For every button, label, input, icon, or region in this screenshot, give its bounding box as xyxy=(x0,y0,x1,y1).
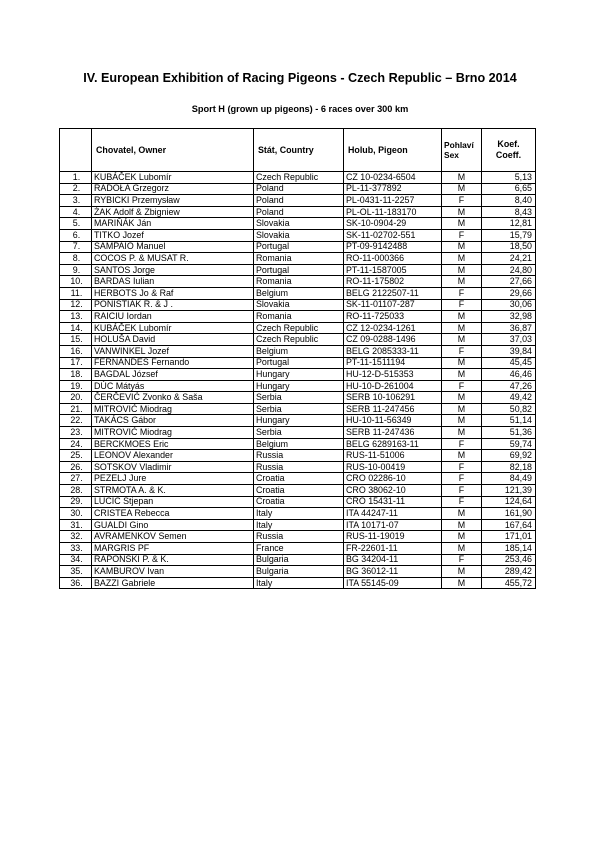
cell-rank: 7. xyxy=(60,241,92,253)
cell-rank: 17. xyxy=(60,357,92,369)
cell-koef: 18,50 xyxy=(482,241,536,253)
cell-koef: 171,01 xyxy=(482,531,536,543)
cell-koef: 45,45 xyxy=(482,357,536,369)
cell-sex: M xyxy=(442,519,482,531)
table-row xyxy=(60,543,536,555)
cell-sex: F xyxy=(442,473,482,485)
cell-rank: 29. xyxy=(60,496,92,508)
cell-owner: SAMPAIO Manuel xyxy=(92,241,254,253)
cell-pigeon: SERB 11-247456 xyxy=(344,403,442,415)
cell-koef: 51,36 xyxy=(482,427,536,439)
cell-owner: KUBÁČEK Lubomír xyxy=(92,322,254,334)
cell-sex: M xyxy=(442,276,482,288)
cell-sex: F xyxy=(442,345,482,357)
cell-rank: 36. xyxy=(60,577,92,589)
cell-owner: RYBICKI Przemysław xyxy=(92,195,254,207)
cell-rank: 22. xyxy=(60,415,92,427)
cell-country: Russia xyxy=(254,461,344,473)
cell-sex: M xyxy=(442,253,482,265)
cell-sex: M xyxy=(442,322,482,334)
cell-rank: 9. xyxy=(60,264,92,276)
cell-pigeon: BG 36012-11 xyxy=(344,566,442,578)
cell-pigeon: SK-11-01107-287 xyxy=(344,299,442,311)
cell-sex: M xyxy=(442,577,482,589)
cell-owner: MITROVIĆ Miodrag xyxy=(92,427,254,439)
cell-owner: TITKO Jozef xyxy=(92,229,254,241)
cell-owner: LUČIĆ Stjepan xyxy=(92,496,254,508)
cell-rank: 14. xyxy=(60,322,92,334)
cell-koef: 15,79 xyxy=(482,229,536,241)
cell-koef: 185,14 xyxy=(482,543,536,555)
cell-country: Czech Republic xyxy=(254,334,344,346)
cell-rank: 34. xyxy=(60,554,92,566)
cell-koef: 455,72 xyxy=(482,577,536,589)
cell-pigeon: PL-11-377892 xyxy=(344,183,442,195)
header-koef-line2: Coeff. xyxy=(495,150,522,160)
cell-rank: 26. xyxy=(60,461,92,473)
cell-pigeon: FR-22601-11 xyxy=(344,543,442,555)
cell-pigeon: BG 34204-11 xyxy=(344,554,442,566)
cell-rank: 2. xyxy=(60,183,92,195)
cell-pigeon: HU-12-D-515353 xyxy=(344,369,442,381)
header-koef xyxy=(482,129,536,172)
cell-sex: M xyxy=(442,183,482,195)
cell-rank: 28. xyxy=(60,485,92,497)
cell-owner: BAZZI Gabriele xyxy=(92,577,254,589)
cell-sex: F xyxy=(442,461,482,473)
cell-owner: BAGDAL József xyxy=(92,369,254,381)
cell-country: France xyxy=(254,543,344,555)
cell-owner: AVRAMENKOV Semen xyxy=(92,531,254,543)
cell-pigeon: BELG 2085333-11 xyxy=(344,345,442,357)
cell-owner: VANWINKEL Jozef xyxy=(92,345,254,357)
cell-owner: HOLUŠA David xyxy=(92,334,254,346)
cell-koef: 36,87 xyxy=(482,322,536,334)
cell-owner: GUALDI Gino xyxy=(92,519,254,531)
cell-country: Slovakia xyxy=(254,229,344,241)
cell-koef: 82,18 xyxy=(482,461,536,473)
table-row xyxy=(60,485,536,497)
cell-pigeon: RUS-11-51006 xyxy=(344,450,442,462)
cell-country: Czech Republic xyxy=(254,172,344,184)
table-row xyxy=(60,299,536,311)
cell-koef: 50,82 xyxy=(482,403,536,415)
cell-sex: M xyxy=(442,415,482,427)
cell-sex: M xyxy=(442,450,482,462)
cell-owner: MARGRIS PF xyxy=(92,543,254,555)
table-row xyxy=(60,427,536,439)
cell-koef: 69,92 xyxy=(482,450,536,462)
table-row xyxy=(60,218,536,230)
cell-owner: FERNANDES Fernando xyxy=(92,357,254,369)
table-row xyxy=(60,357,536,369)
cell-rank: 12. xyxy=(60,299,92,311)
table-row xyxy=(60,450,536,462)
cell-pigeon: PL-OL-11-183170 xyxy=(344,206,442,218)
cell-sex: M xyxy=(442,172,482,184)
cell-rank: 23. xyxy=(60,427,92,439)
table-row xyxy=(60,334,536,346)
table-row xyxy=(60,276,536,288)
cell-country: Bulgaria xyxy=(254,566,344,578)
table-row xyxy=(60,438,536,450)
table-row xyxy=(60,345,536,357)
cell-owner: PEZELJ Jure xyxy=(92,473,254,485)
cell-owner: BARDAS Iulian xyxy=(92,276,254,288)
table-row xyxy=(60,195,536,207)
cell-country: Croatia xyxy=(254,473,344,485)
table-row xyxy=(60,519,536,531)
cell-rank: 6. xyxy=(60,229,92,241)
cell-rank: 20. xyxy=(60,392,92,404)
table-row xyxy=(60,183,536,195)
cell-sex: F xyxy=(442,299,482,311)
cell-pigeon: PT-11-1511194 xyxy=(344,357,442,369)
table-row xyxy=(60,322,536,334)
cell-owner: STRMOTA A. & K. xyxy=(92,485,254,497)
cell-pigeon: RO-11-000366 xyxy=(344,253,442,265)
cell-sex: M xyxy=(442,357,482,369)
cell-rank: 4. xyxy=(60,206,92,218)
cell-country: Poland xyxy=(254,206,344,218)
cell-koef: 29,66 xyxy=(482,287,536,299)
cell-country: Poland xyxy=(254,183,344,195)
table-row xyxy=(60,473,536,485)
cell-rank: 8. xyxy=(60,253,92,265)
cell-owner: RADOŁA Grzegorz xyxy=(92,183,254,195)
table-header-row xyxy=(60,129,536,172)
cell-sex: M xyxy=(442,403,482,415)
cell-pigeon: CZ 12-0234-1261 xyxy=(344,322,442,334)
cell-sex: F xyxy=(442,496,482,508)
cell-owner: COCOS P. & MUSAT R. xyxy=(92,253,254,265)
cell-rank: 35. xyxy=(60,566,92,578)
table-row xyxy=(60,566,536,578)
cell-country: Belgium xyxy=(254,438,344,450)
cell-pigeon: CRO 15431-11 xyxy=(344,496,442,508)
cell-pigeon: RO-11-175802 xyxy=(344,276,442,288)
header-rank xyxy=(60,129,92,172)
results-table xyxy=(59,128,536,589)
cell-sex: F xyxy=(442,438,482,450)
cell-country: Czech Republic xyxy=(254,322,344,334)
cell-owner: HERBOTS Jo & Raf xyxy=(92,287,254,299)
cell-koef: 24,80 xyxy=(482,264,536,276)
cell-pigeon: SK-11-02702-551 xyxy=(344,229,442,241)
cell-owner: ŻAK Adolf & Zbigniew xyxy=(92,206,254,218)
cell-rank: 24. xyxy=(60,438,92,450)
cell-country: Russia xyxy=(254,450,344,462)
cell-rank: 10. xyxy=(60,276,92,288)
cell-rank: 11. xyxy=(60,287,92,299)
cell-koef: 47,26 xyxy=(482,380,536,392)
cell-koef: 46,46 xyxy=(482,369,536,381)
cell-sex: M xyxy=(442,543,482,555)
cell-pigeon: CZ 10-0234-6504 xyxy=(344,172,442,184)
cell-owner: PONIŠTIAK R. & J . xyxy=(92,299,254,311)
cell-sex: M xyxy=(442,218,482,230)
cell-sex: F xyxy=(442,554,482,566)
table-row xyxy=(60,172,536,184)
cell-country: Serbia xyxy=(254,427,344,439)
cell-country: Bulgaria xyxy=(254,554,344,566)
table-row xyxy=(60,253,536,265)
cell-koef: 5,13 xyxy=(482,172,536,184)
cell-pigeon: PT-09-9142488 xyxy=(344,241,442,253)
cell-sex: M xyxy=(442,241,482,253)
cell-pigeon: CRO 02286-10 xyxy=(344,473,442,485)
table-row xyxy=(60,531,536,543)
cell-country: Belgium xyxy=(254,287,344,299)
cell-owner: RAPONSKI P. & K. xyxy=(92,554,254,566)
table-row xyxy=(60,229,536,241)
cell-rank: 18. xyxy=(60,369,92,381)
cell-country: Serbia xyxy=(254,392,344,404)
cell-owner: MITROVIĆ Miodrag xyxy=(92,403,254,415)
table-row xyxy=(60,241,536,253)
table-row xyxy=(60,392,536,404)
table-row xyxy=(60,311,536,323)
cell-pigeon: PT-11-1587005 xyxy=(344,264,442,276)
cell-pigeon: HU-10-11-56349 xyxy=(344,415,442,427)
cell-sex: M xyxy=(442,531,482,543)
cell-rank: 5. xyxy=(60,218,92,230)
cell-sex: F xyxy=(442,380,482,392)
cell-koef: 6,65 xyxy=(482,183,536,195)
cell-country: Italy xyxy=(254,577,344,589)
cell-rank: 13. xyxy=(60,311,92,323)
cell-koef: 24,21 xyxy=(482,253,536,265)
cell-koef: 84,49 xyxy=(482,473,536,485)
cell-owner: KAMBUROV Ivan xyxy=(92,566,254,578)
cell-sex: F xyxy=(442,287,482,299)
cell-owner: SANTOS Jorge xyxy=(92,264,254,276)
cell-owner: MARIŇÁK Ján xyxy=(92,218,254,230)
cell-country: Romania xyxy=(254,276,344,288)
cell-pigeon: ITA 10171-07 xyxy=(344,519,442,531)
table-row xyxy=(60,554,536,566)
cell-owner: BERCKMOES Eric xyxy=(92,438,254,450)
cell-pigeon: ITA 44247-11 xyxy=(344,508,442,520)
cell-sex: M xyxy=(442,334,482,346)
cell-country: Croatia xyxy=(254,485,344,497)
cell-koef: 51,14 xyxy=(482,415,536,427)
cell-owner: LEONOV Alexander xyxy=(92,450,254,462)
cell-koef: 39,84 xyxy=(482,345,536,357)
cell-owner: RAICIU Iordan xyxy=(92,311,254,323)
cell-country: Hungary xyxy=(254,369,344,381)
cell-koef: 49,42 xyxy=(482,392,536,404)
header-country: Stát, Country xyxy=(254,129,344,172)
header-sex-line2: Sex xyxy=(444,150,459,160)
header-sex-line1: Pohlaví xyxy=(444,139,474,150)
cell-rank: 32. xyxy=(60,531,92,543)
table-row xyxy=(60,577,536,589)
cell-owner: KUBÁČEK Lubomír xyxy=(92,172,254,184)
cell-sex: M xyxy=(442,311,482,323)
table-row xyxy=(60,415,536,427)
table-row xyxy=(60,508,536,520)
cell-koef: 161,90 xyxy=(482,508,536,520)
cell-rank: 33. xyxy=(60,543,92,555)
header-sex xyxy=(442,129,482,172)
cell-koef: 27,66 xyxy=(482,276,536,288)
cell-country: Slovakia xyxy=(254,299,344,311)
cell-koef: 121,39 xyxy=(482,485,536,497)
cell-pigeon: SK-10-0904-29 xyxy=(344,218,442,230)
page-subtitle: Sport H (grown up pigeons) - 6 races over 300 km xyxy=(191,104,409,114)
cell-koef: 8,40 xyxy=(482,195,536,207)
cell-sex: M xyxy=(442,206,482,218)
cell-owner: SOTSKOV Vladimir xyxy=(92,461,254,473)
table-row xyxy=(60,496,536,508)
cell-koef: 124,64 xyxy=(482,496,536,508)
cell-sex: M xyxy=(442,566,482,578)
cell-rank: 1. xyxy=(60,172,92,184)
table-row xyxy=(60,206,536,218)
cell-rank: 15. xyxy=(60,334,92,346)
cell-sex: M xyxy=(442,264,482,276)
cell-rank: 25. xyxy=(60,450,92,462)
table-row xyxy=(60,380,536,392)
cell-pigeon: RUS-10-00419 xyxy=(344,461,442,473)
cell-pigeon: RUS-11-19019 xyxy=(344,531,442,543)
cell-owner: CRISTEA Rebecca xyxy=(92,508,254,520)
cell-country: Romania xyxy=(254,311,344,323)
cell-sex: M xyxy=(442,369,482,381)
cell-sex: F xyxy=(442,485,482,497)
cell-rank: 3. xyxy=(60,195,92,207)
cell-country: Portugal xyxy=(254,264,344,276)
cell-country: Portugal xyxy=(254,357,344,369)
cell-sex: F xyxy=(442,229,482,241)
cell-sex: M xyxy=(442,508,482,520)
cell-country: Romania xyxy=(254,253,344,265)
cell-owner: ČERČEVIĆ Zvonko & Saša xyxy=(92,392,254,404)
cell-country: Serbia xyxy=(254,403,344,415)
cell-rank: 19. xyxy=(60,380,92,392)
cell-koef: 253,46 xyxy=(482,554,536,566)
cell-rank: 16. xyxy=(60,345,92,357)
header-owner: Chovatel, Owner xyxy=(92,129,254,172)
cell-country: Belgium xyxy=(254,345,344,357)
cell-koef: 30,06 xyxy=(482,299,536,311)
cell-koef: 12,81 xyxy=(482,218,536,230)
table-row xyxy=(60,369,536,381)
cell-owner: DÚC Mátyás xyxy=(92,380,254,392)
cell-koef: 59,74 xyxy=(482,438,536,450)
cell-pigeon: RO-11-725033 xyxy=(344,311,442,323)
cell-koef: 289,42 xyxy=(482,566,536,578)
cell-pigeon: HU-10-D-261004 xyxy=(344,380,442,392)
table-body xyxy=(60,172,536,589)
cell-rank: 30. xyxy=(60,508,92,520)
cell-country: Croatia xyxy=(254,496,344,508)
cell-country: Portugal xyxy=(254,241,344,253)
cell-koef: 37,03 xyxy=(482,334,536,346)
cell-koef: 32,98 xyxy=(482,311,536,323)
cell-country: Hungary xyxy=(254,415,344,427)
cell-country: Italy xyxy=(254,519,344,531)
cell-country: Italy xyxy=(254,508,344,520)
cell-country: Hungary xyxy=(254,380,344,392)
header-pigeon: Holub, Pigeon xyxy=(344,129,442,172)
cell-sex: M xyxy=(442,427,482,439)
cell-owner: TAKÁCS Gábor xyxy=(92,415,254,427)
cell-pigeon: BELG 6289163-11 xyxy=(344,438,442,450)
cell-pigeon: CZ 09-0288-1496 xyxy=(344,334,442,346)
table-row xyxy=(60,287,536,299)
cell-rank: 21. xyxy=(60,403,92,415)
table-row xyxy=(60,461,536,473)
table-row xyxy=(60,264,536,276)
cell-pigeon: SERB 11-247436 xyxy=(344,427,442,439)
cell-rank: 27. xyxy=(60,473,92,485)
cell-country: Slovakia xyxy=(254,218,344,230)
cell-pigeon: CRO 38062-10 xyxy=(344,485,442,497)
cell-pigeon: BELG 2122507-11 xyxy=(344,287,442,299)
cell-koef: 8,43 xyxy=(482,206,536,218)
cell-pigeon: PL-0431-11-2257 xyxy=(344,195,442,207)
cell-sex: F xyxy=(442,195,482,207)
cell-pigeon: ITA 55145-09 xyxy=(344,577,442,589)
cell-sex: M xyxy=(442,392,482,404)
table-row xyxy=(60,403,536,415)
page-title: IV. European Exhibition of Racing Pigeons - Czech Republic – Brno 2014 xyxy=(83,71,517,85)
cell-rank: 31. xyxy=(60,519,92,531)
cell-country: Poland xyxy=(254,195,344,207)
cell-pigeon: SERB 10-106291 xyxy=(344,392,442,404)
cell-koef: 167,64 xyxy=(482,519,536,531)
cell-country: Russia xyxy=(254,531,344,543)
header-koef-line1: Koef. xyxy=(497,139,520,150)
